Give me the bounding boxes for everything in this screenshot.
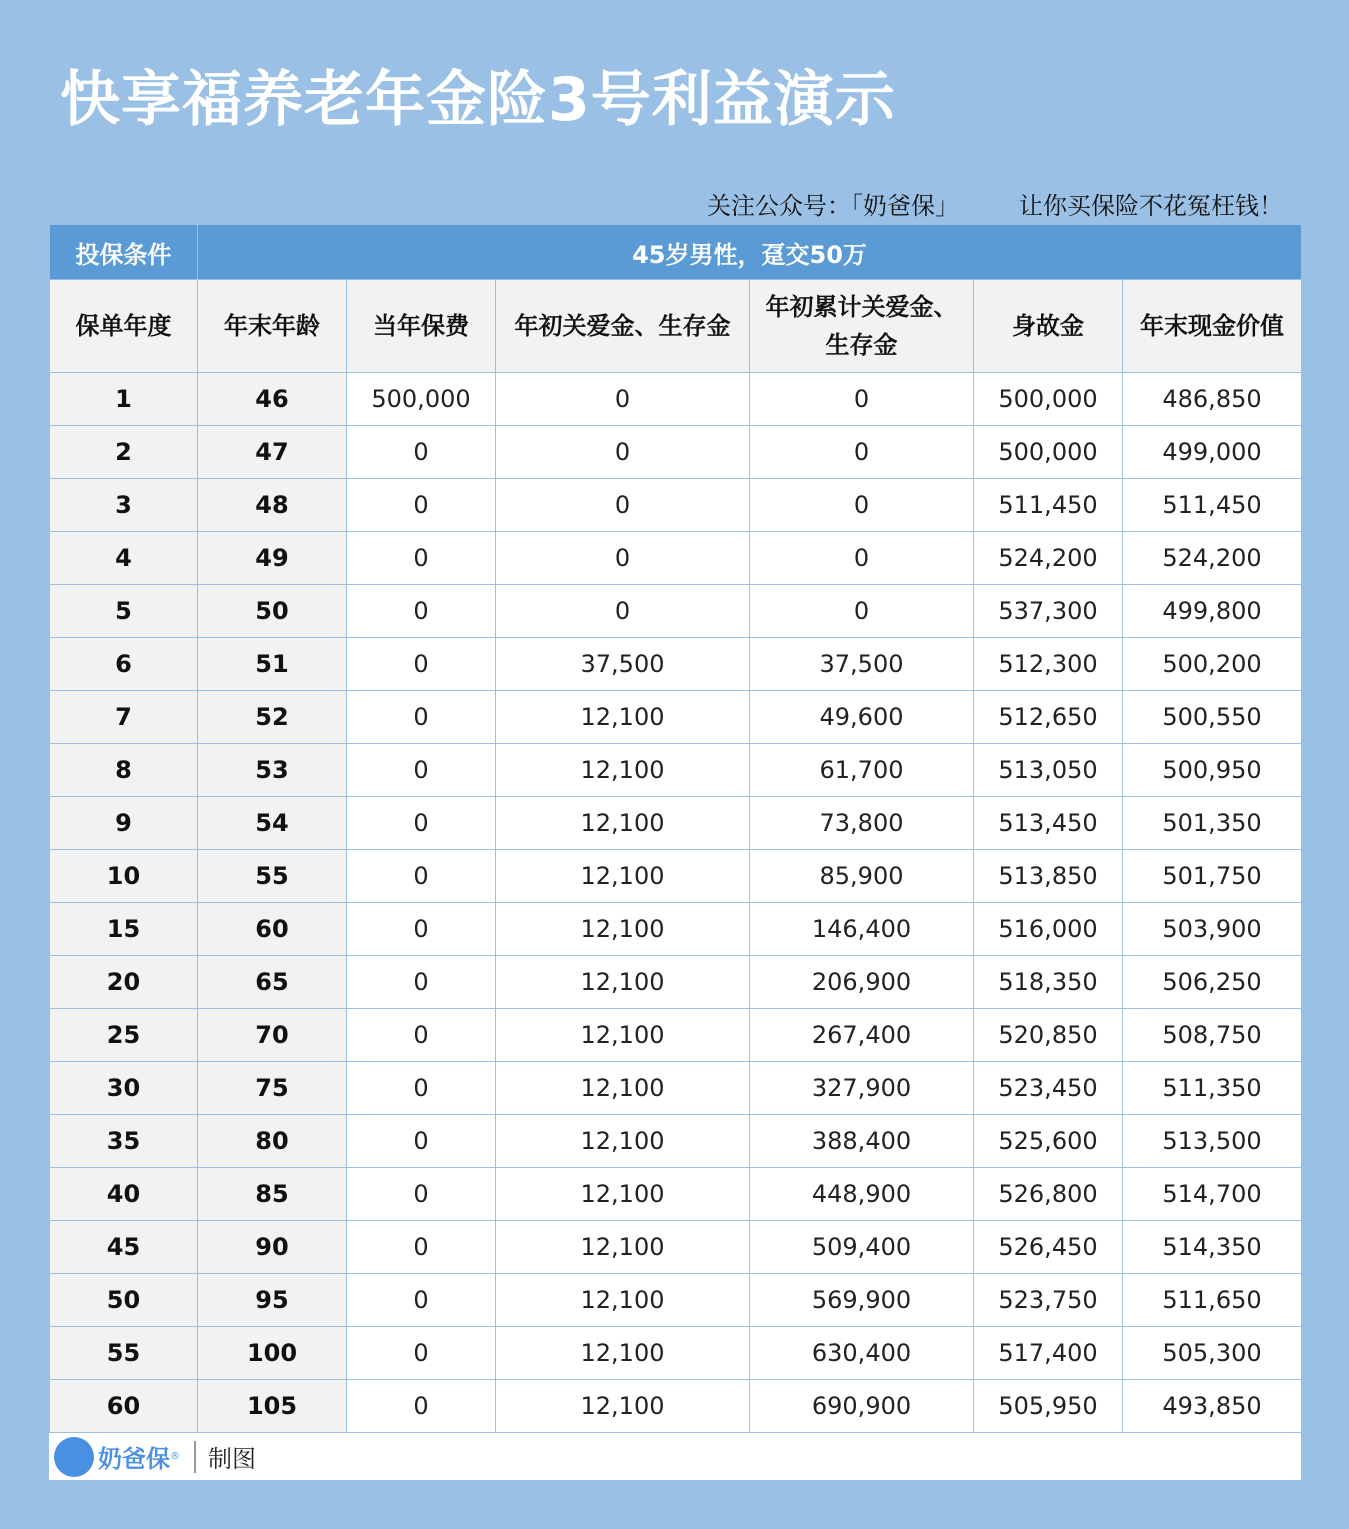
table-cell: 90 xyxy=(198,1221,347,1274)
table-cell: 513,850 xyxy=(974,850,1123,903)
table-cell: 55 xyxy=(198,850,347,903)
table-cell: 45 xyxy=(50,1221,198,1274)
column-header: 年末年龄 xyxy=(198,280,347,373)
table-cell: 267,400 xyxy=(750,1009,974,1062)
table-cell: 48 xyxy=(198,479,347,532)
table-cell: 75 xyxy=(198,1062,347,1115)
table-cell: 85 xyxy=(198,1168,347,1221)
table-cell: 95 xyxy=(198,1274,347,1327)
benefit-table xyxy=(49,224,1302,1433)
column-header: 保单年度 xyxy=(50,280,198,373)
table-row xyxy=(50,1221,1302,1274)
table-cell: 630,400 xyxy=(750,1327,974,1380)
table-cell: 12,100 xyxy=(496,691,750,744)
table-cell: 0 xyxy=(347,479,496,532)
table-cell: 526,800 xyxy=(974,1168,1123,1221)
table-cell: 523,450 xyxy=(974,1062,1123,1115)
table-cell: 30 xyxy=(50,1062,198,1115)
table-cell: 0 xyxy=(750,373,974,426)
table-cell: 12,100 xyxy=(496,1327,750,1380)
table-row xyxy=(50,850,1302,903)
column-header: 身故金 xyxy=(974,280,1123,373)
table-cell: 525,600 xyxy=(974,1115,1123,1168)
table-cell: 512,300 xyxy=(974,638,1123,691)
table-row xyxy=(50,956,1302,1009)
table-cell: 35 xyxy=(50,1115,198,1168)
table-cell: 15 xyxy=(50,903,198,956)
table-row xyxy=(50,1168,1302,1221)
table-row xyxy=(50,797,1302,850)
table-row xyxy=(50,1327,1302,1380)
table-cell: 0 xyxy=(496,479,750,532)
table-row xyxy=(50,691,1302,744)
table-cell: 4 xyxy=(50,532,198,585)
table-cell: 513,050 xyxy=(974,744,1123,797)
table-cell: 12,100 xyxy=(496,1009,750,1062)
table-cell: 514,350 xyxy=(1123,1221,1302,1274)
table-cell: 0 xyxy=(347,1168,496,1221)
condition-value: 45岁男性，趸交50万 xyxy=(198,225,1302,280)
follow-account: 关注公众号：「奶爸保」 xyxy=(707,192,959,220)
table-cell: 0 xyxy=(496,585,750,638)
registered-mark: ® xyxy=(170,1451,180,1462)
table-row xyxy=(50,585,1302,638)
condition-label: 投保条件 xyxy=(50,225,198,280)
table-cell: 0 xyxy=(347,1380,496,1433)
table-cell: 501,350 xyxy=(1123,797,1302,850)
table-cell: 493,850 xyxy=(1123,1380,1302,1433)
table-cell: 569,900 xyxy=(750,1274,974,1327)
table-cell: 499,000 xyxy=(1123,426,1302,479)
table-cell: 12,100 xyxy=(496,956,750,1009)
table-cell: 12,100 xyxy=(496,1380,750,1433)
table-cell: 55 xyxy=(50,1327,198,1380)
logo-figure-icon xyxy=(54,1437,94,1477)
table-cell: 0 xyxy=(347,903,496,956)
table-row xyxy=(50,1009,1302,1062)
condition-row xyxy=(50,225,1302,280)
table-cell: 37,500 xyxy=(750,638,974,691)
table-cell: 0 xyxy=(496,532,750,585)
table-cell: 448,900 xyxy=(750,1168,974,1221)
table-cell: 503,900 xyxy=(1123,903,1302,956)
table-cell: 0 xyxy=(750,426,974,479)
table-cell: 6 xyxy=(50,638,198,691)
table-row xyxy=(50,1115,1302,1168)
table-cell: 73,800 xyxy=(750,797,974,850)
table-cell: 52 xyxy=(198,691,347,744)
table-cell: 513,450 xyxy=(974,797,1123,850)
column-header: 年末现金价值 xyxy=(1123,280,1302,373)
table-cell: 500,200 xyxy=(1123,638,1302,691)
table-cell: 0 xyxy=(347,1274,496,1327)
table-cell: 0 xyxy=(347,744,496,797)
table-cell: 486,850 xyxy=(1123,373,1302,426)
table-cell: 511,450 xyxy=(1123,479,1302,532)
slogan: 让你买保险不花冤枉钱！ xyxy=(1019,192,1283,220)
table-cell: 505,950 xyxy=(974,1380,1123,1433)
table-cell: 0 xyxy=(347,638,496,691)
table-cell: 2 xyxy=(50,426,198,479)
table-cell: 12,100 xyxy=(496,903,750,956)
table-row xyxy=(50,903,1302,956)
table-cell: 690,900 xyxy=(750,1380,974,1433)
table-row xyxy=(50,1274,1302,1327)
table-cell: 511,450 xyxy=(974,479,1123,532)
table-cell: 514,700 xyxy=(1123,1168,1302,1221)
table-cell: 0 xyxy=(496,373,750,426)
table-cell: 0 xyxy=(347,1009,496,1062)
table-cell: 505,300 xyxy=(1123,1327,1302,1380)
table-cell: 508,750 xyxy=(1123,1009,1302,1062)
table-cell: 0 xyxy=(347,585,496,638)
table-cell: 509,400 xyxy=(750,1221,974,1274)
table-cell: 12,100 xyxy=(496,850,750,903)
table-cell: 0 xyxy=(496,426,750,479)
table-cell: 80 xyxy=(198,1115,347,1168)
table-row xyxy=(50,1062,1302,1115)
table-cell: 500,550 xyxy=(1123,691,1302,744)
column-header: 年初累计关爱金、生存金 xyxy=(750,280,974,373)
table-row xyxy=(50,532,1302,585)
table-cell: 500,000 xyxy=(974,426,1123,479)
table-cell: 523,750 xyxy=(974,1274,1123,1327)
page-title: 快享福养老年金险3号利益演示 xyxy=(60,65,896,135)
table-cell: 524,200 xyxy=(974,532,1123,585)
table-cell: 511,650 xyxy=(1123,1274,1302,1327)
table-cell: 500,000 xyxy=(974,373,1123,426)
table-cell: 146,400 xyxy=(750,903,974,956)
table-cell: 12,100 xyxy=(496,1062,750,1115)
table-cell: 0 xyxy=(347,956,496,1009)
table-cell: 524,200 xyxy=(1123,532,1302,585)
table-cell: 526,450 xyxy=(974,1221,1123,1274)
footer xyxy=(49,1433,1301,1480)
table-cell: 7 xyxy=(50,691,198,744)
follow-line xyxy=(707,186,1283,221)
table-cell: 0 xyxy=(347,691,496,744)
table-cell: 511,350 xyxy=(1123,1062,1302,1115)
table-cell: 50 xyxy=(198,585,347,638)
table-cell: 0 xyxy=(347,850,496,903)
table-cell: 25 xyxy=(50,1009,198,1062)
column-header: 当年保费 xyxy=(347,280,496,373)
table-cell: 520,850 xyxy=(974,1009,1123,1062)
table-cell: 51 xyxy=(198,638,347,691)
table-cell: 12,100 xyxy=(496,1168,750,1221)
table-cell: 12,100 xyxy=(496,1115,750,1168)
table-cell: 516,000 xyxy=(974,903,1123,956)
logo-text: 奶爸保 xyxy=(98,1445,170,1473)
table-cell: 40 xyxy=(50,1168,198,1221)
table-row xyxy=(50,1380,1302,1433)
table-cell: 501,750 xyxy=(1123,850,1302,903)
table-cell: 5 xyxy=(50,585,198,638)
table-cell: 499,800 xyxy=(1123,585,1302,638)
table-cell: 206,900 xyxy=(750,956,974,1009)
table-cell: 518,350 xyxy=(974,956,1123,1009)
table-cell: 46 xyxy=(198,373,347,426)
table-cell: 1 xyxy=(50,373,198,426)
brand-logo xyxy=(54,1437,180,1477)
table-cell: 85,900 xyxy=(750,850,974,903)
table-cell: 500,950 xyxy=(1123,744,1302,797)
made-by-label: 制图 xyxy=(208,1445,256,1473)
table-cell: 65 xyxy=(198,956,347,1009)
header-row xyxy=(50,280,1302,373)
table-row xyxy=(50,373,1302,426)
table-cell: 47 xyxy=(198,426,347,479)
table-cell: 37,500 xyxy=(496,638,750,691)
table-cell: 0 xyxy=(347,532,496,585)
table-cell: 0 xyxy=(750,585,974,638)
table-cell: 0 xyxy=(347,1221,496,1274)
table-cell: 500,000 xyxy=(347,373,496,426)
table-cell: 0 xyxy=(347,1115,496,1168)
table-cell: 53 xyxy=(198,744,347,797)
table-cell: 0 xyxy=(750,532,974,585)
table-cell: 0 xyxy=(347,1327,496,1380)
table-cell: 50 xyxy=(50,1274,198,1327)
table-row xyxy=(50,426,1302,479)
table-cell: 0 xyxy=(347,1062,496,1115)
table-cell: 517,400 xyxy=(974,1327,1123,1380)
table-cell: 49,600 xyxy=(750,691,974,744)
table-cell: 60 xyxy=(50,1380,198,1433)
table-cell: 100 xyxy=(198,1327,347,1380)
column-header: 年初关爱金、生存金 xyxy=(496,280,750,373)
table-cell: 388,400 xyxy=(750,1115,974,1168)
table-cell: 9 xyxy=(50,797,198,850)
table-cell: 12,100 xyxy=(496,1221,750,1274)
table-cell: 8 xyxy=(50,744,198,797)
table-cell: 506,250 xyxy=(1123,956,1302,1009)
table-cell: 70 xyxy=(198,1009,347,1062)
table-cell: 3 xyxy=(50,479,198,532)
table-cell: 12,100 xyxy=(496,797,750,850)
table-cell: 10 xyxy=(50,850,198,903)
table-cell: 105 xyxy=(198,1380,347,1433)
table-row xyxy=(50,638,1302,691)
table-cell: 0 xyxy=(347,426,496,479)
table-cell: 513,500 xyxy=(1123,1115,1302,1168)
table-cell: 512,650 xyxy=(974,691,1123,744)
table-cell: 20 xyxy=(50,956,198,1009)
table-cell: 537,300 xyxy=(974,585,1123,638)
table-cell: 12,100 xyxy=(496,744,750,797)
table-cell: 0 xyxy=(347,797,496,850)
table-row xyxy=(50,744,1302,797)
table-cell: 0 xyxy=(750,479,974,532)
table-cell: 327,900 xyxy=(750,1062,974,1115)
table-cell: 60 xyxy=(198,903,347,956)
table-row xyxy=(50,479,1302,532)
table-cell: 49 xyxy=(198,532,347,585)
table-cell: 61,700 xyxy=(750,744,974,797)
divider xyxy=(194,1441,196,1473)
table-cell: 12,100 xyxy=(496,1274,750,1327)
table-cell: 54 xyxy=(198,797,347,850)
